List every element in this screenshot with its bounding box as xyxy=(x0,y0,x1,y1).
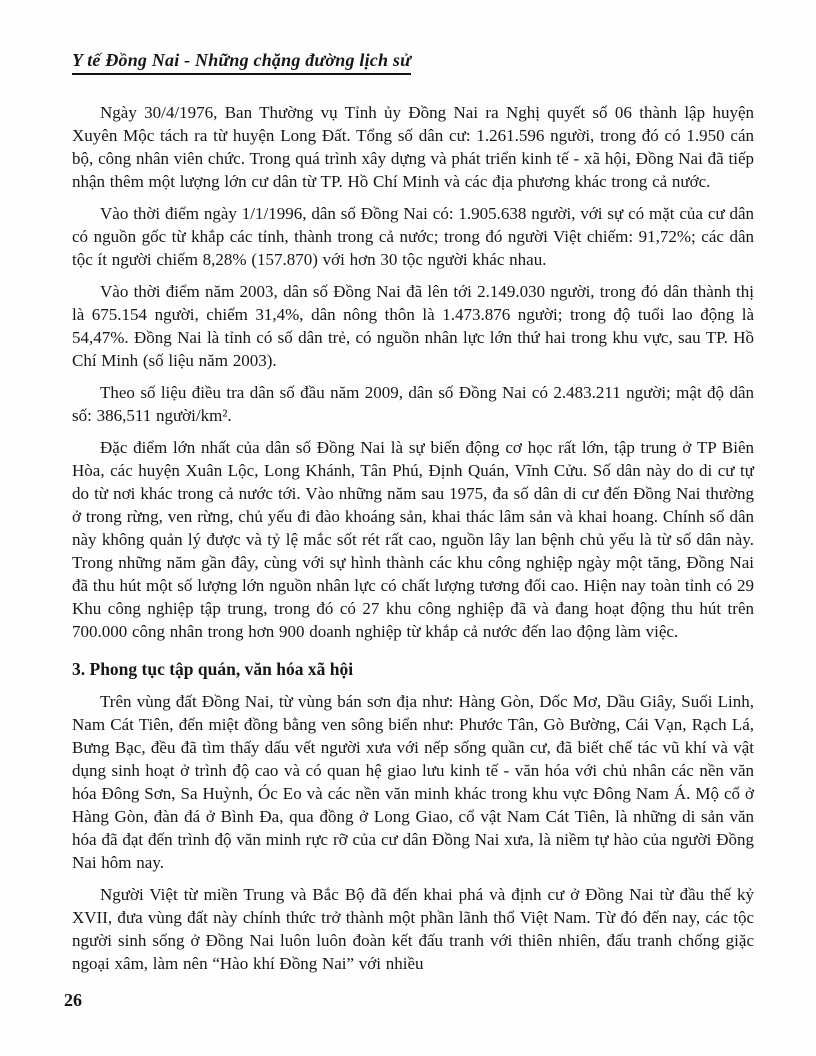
paragraph: Người Việt từ miền Trung và Bắc Bộ đã đến khai phá và định cư ở Đồng Nai từ đầu thế kỷ XVII, đưa vùng đất này chính thức trở thành một phần lãnh thổ Việt Nam. Từ đó đến nay, các tộc người sinh sống ở Đồng Nai luôn luôn đoàn kết đấu tranh với thiên nhiên, đấu tranh chống giặc ngoại xâm, làm nên “Hào khí Đồng Nai” với nhiều xyxy=(72,885,754,973)
paragraph: Theo số liệu điều tra dân số đầu năm 2009, dân số Đồng Nai có 2.483.211 người; mật độ dân số: 386,511 người/km². xyxy=(72,383,754,425)
paragraph: Trên vùng đất Đồng Nai, từ vùng bán sơn địa như: Hàng Gòn, Dốc Mơ, Dầu Giây, Suối Linh, Nam Cát Tiên, đến miệt đồng bằng ven sông biển như: Phước Tân, Gò Bường, Cái Vạn, Rạch Lá, Bưng Bạc, đều đã tìm thấy dấu vết người xưa với nếp sống quần cư, đã biết chế tác vũ khí và vật dụng sinh hoạt ở trình độ cao và có quan hệ giao lưu kinh tế - văn hóa với chủ nhân các nền văn hóa Đông Sơn, Sa Huỳnh, Óc Eo và các nền văn minh khác trong khu vực Đông Nam Á. Mộ cổ ở Hàng Gòn, đàn đá ở Bình Đa, qua đồng ở Long Giao, cổ vật Nam Cát Tiên, là những di sản văn hóa đã đạt đến trình độ văn minh rực rỡ của cư dân Đồng Nai xưa, là niềm tự hào của người Đồng Nai hôm nay. xyxy=(72,692,754,872)
running-header-text: Y tế Đồng Nai - Những chặng đường lịch sử xyxy=(72,50,411,75)
section-heading: 3. Phong tục tập quán, văn hóa xã hội xyxy=(72,659,354,679)
paragraph: Vào thời điểm năm 2003, dân số Đồng Nai đã lên tới 2.149.030 người, trong đó dân thành thị là 675.154 người, chiếm 31,4%, dân nông thôn là 1.473.876 người; trong độ tuổi lao động là 54,47%. Đồng Nai là tỉnh có số dân trẻ, có nguồn nhân lực lớn thứ hai trong khu vực, sau TP. Hồ Chí Minh (số liệu năm 2003). xyxy=(72,282,754,370)
page-number: 26 xyxy=(64,990,82,1010)
running-header xyxy=(72,50,754,75)
paragraph: Ngày 30/4/1976, Ban Thường vụ Tỉnh ủy Đồng Nai ra Nghị quyết số 06 thành lập huyện Xuyên Mộc tách ra từ huyện Long Đất. Tổng số dân cư: 1.261.596 người, trong đó có 1.950 cán bộ, công nhân viên chức. Trong quá trình xây dựng và phát triển kinh tế - xã hội, Đồng Nai đã tiếp nhận thêm một lượng lớn cư dân từ TP. Hồ Chí Minh và các địa phương khác trong cả nước. xyxy=(72,103,754,191)
paragraph: Đặc điểm lớn nhất của dân số Đồng Nai là sự biến động cơ học rất lớn, tập trung ở TP Biên Hòa, các huyện Xuân Lộc, Long Khánh, Tân Phú, Định Quán, Vĩnh Cửu. Số dân này do di cư tự do từ nơi khác trong cả nước tới. Vào những năm sau 1975, đa số dân di cư đến Đồng Nai thường ở trong rừng, ven rừng, chủ yếu đi đào khoáng sản, khai thác lâm sản và khai hoang. Chính số dân này không quản lý được và tỷ lệ mắc sốt rét rất cao, nguồn lây lan bệnh chủ yếu là từ số dân này. Trong những năm gần đây, cùng với sự hình thành các khu công nghiệp ngày một tăng, Đồng Nai đã thu hút một số lượng lớn nguồn nhân lực có chất lượng tương đối cao. Hiện nay toàn tỉnh có 29 Khu công nghiệp tập trung, trong đó có 27 khu công nghiệp đã và đang hoạt động thu hút trên 700.000 công nhân trong hơn 900 doanh nghiệp từ khắp cả nước đến lao động làm việc. xyxy=(72,438,754,641)
paragraph: Vào thời điểm ngày 1/1/1996, dân số Đồng Nai có: 1.905.638 người, với sự có mặt của cư dân có nguồn gốc từ khắp các tỉnh, thành trong cả nước; trong đó người Việt chiếm: 91,72%; các dân tộc ít người chiếm 8,28% (157.870) với hơn 30 tộc người khác nhau. xyxy=(72,204,754,269)
